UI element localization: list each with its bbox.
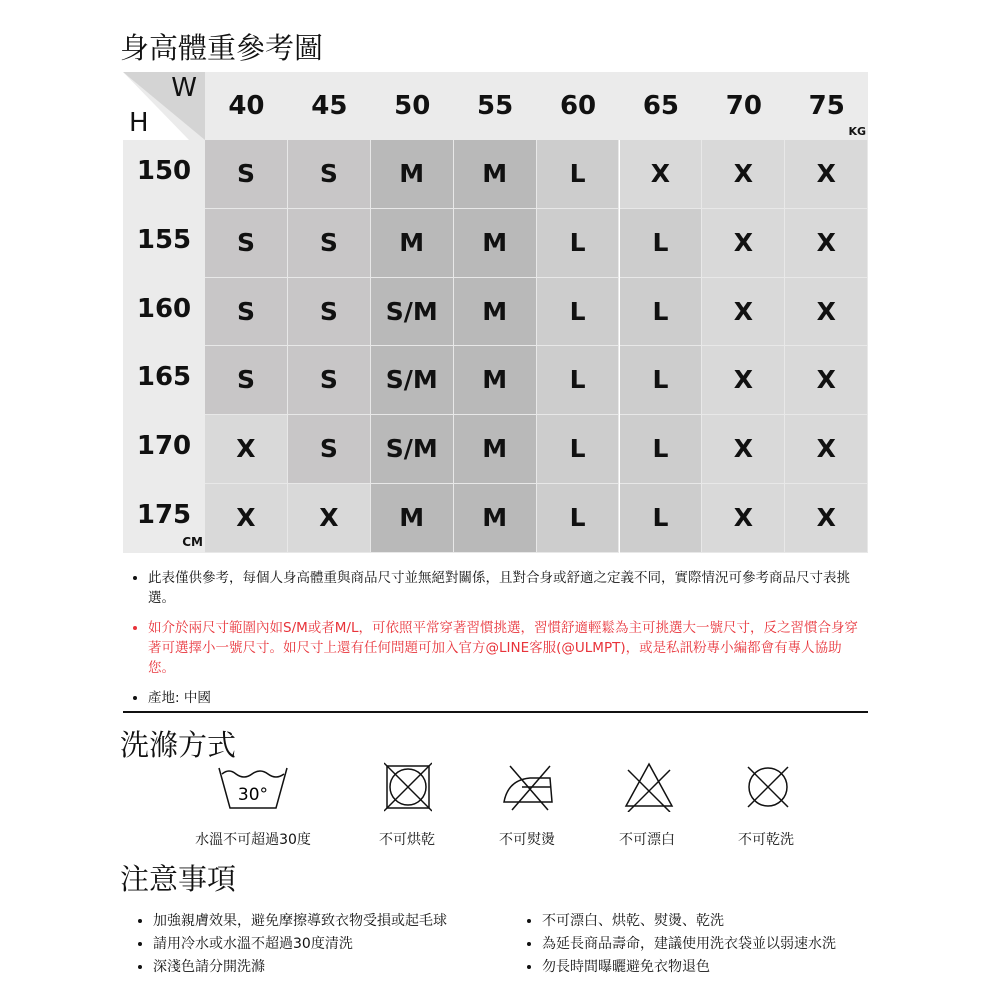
care-item: • 勿長時間曝曬避免衣物退色 — [542, 956, 836, 979]
height-label-175: 175 — [136, 500, 192, 530]
care-list-left — [133, 910, 447, 979]
no-iron-label: 不可熨燙 — [499, 832, 555, 848]
care-list-right — [522, 910, 836, 979]
size-cell: S/M — [371, 278, 454, 347]
weight-unit: KG — [848, 125, 866, 138]
weight-header-50: 50 — [394, 91, 431, 121]
height-label-165: 165 — [136, 362, 192, 393]
weight-axis-label: W — [171, 73, 197, 103]
size-cell: X — [620, 140, 703, 209]
size-cell: M — [454, 415, 537, 484]
size-cell: L — [620, 484, 703, 553]
size-cell: X — [205, 415, 288, 484]
size-cell: M — [454, 346, 537, 415]
height-label-155: 155 — [136, 224, 192, 255]
height-label-150: 150 — [136, 156, 192, 186]
size-chart-table — [123, 72, 868, 553]
care-heading: 注意事項 — [120, 862, 237, 896]
size-cell: S — [205, 278, 288, 347]
size-cell: X — [702, 278, 785, 347]
size-cell: X — [785, 278, 868, 347]
size-cell: S — [205, 346, 288, 415]
size-cell: X — [785, 346, 868, 415]
size-cell: S — [288, 278, 371, 347]
size-cell: X — [785, 415, 868, 484]
note-item-origin: • 產地: 中國 — [148, 688, 858, 708]
wash-temp: 30° — [237, 785, 269, 805]
weight-header-70: 70 — [725, 91, 762, 121]
weight-header-45: 45 — [311, 91, 348, 121]
no-tumble-dry-icon — [384, 762, 432, 812]
no-dry-clean-icon — [742, 762, 794, 812]
size-cell: M — [371, 209, 454, 278]
no-iron-icon — [500, 762, 558, 812]
wash-30-label: 水溫不可超過30度 — [195, 832, 311, 848]
size-cell: X — [785, 484, 868, 553]
weight-header-60: 60 — [559, 91, 597, 121]
weight-header-55: 55 — [477, 91, 514, 121]
no-dry-clean-label: 不可乾洗 — [738, 832, 794, 848]
care-item: • 深淺色請分開洗滌 — [153, 956, 447, 979]
size-cell: X — [702, 415, 785, 484]
no-tumble-dry-label: 不可烘乾 — [379, 832, 435, 848]
size-cell: M — [454, 484, 537, 553]
height-label-170: 170 — [136, 431, 192, 462]
size-cell: X — [702, 140, 785, 209]
size-cell: L — [537, 415, 620, 484]
weight-header-65: 65 — [642, 91, 680, 121]
height-column — [123, 140, 205, 553]
size-cell: X — [785, 140, 868, 209]
size-cell: X — [288, 484, 371, 553]
weight-header-40: 40 — [228, 91, 265, 121]
size-cell: S — [288, 140, 371, 209]
size-cell: X — [785, 209, 868, 278]
no-bleach-icon — [620, 762, 678, 812]
note-item: • 此表僅供參考，每個人身高體重與商品尺寸並無絕對關係，且對合身或舒適之定義不同，實際情況可參考商品尺寸表挑選。 — [148, 568, 858, 608]
size-cell: X — [702, 209, 785, 278]
size-cell: M — [371, 140, 454, 209]
size-cell: S/M — [371, 346, 454, 415]
size-cell: X — [205, 484, 288, 553]
size-cell: S/M — [371, 415, 454, 484]
size-cell: M — [371, 484, 454, 553]
size-cell: L — [620, 346, 703, 415]
washing-heading: 洗滌方式 — [120, 728, 237, 762]
weight-header-row — [205, 72, 868, 140]
height-label-160: 160 — [136, 293, 192, 324]
note-item-highlight: • 如介於兩尺寸範圍內如S/M或者M/L，可依照平常穿著習慣挑選，習慣舒適輕鬆為主可挑選大一號尺寸，反之習慣合身穿著可選擇小一號尺寸。如尺寸上還有任何問題可加入官方@LINE客服(@ULMPT)，或是私訊粉專小編都會有專人協助您。 — [148, 618, 858, 678]
no-bleach-label: 不可漂白 — [619, 832, 675, 848]
notes — [128, 568, 858, 718]
size-cell: L — [537, 209, 620, 278]
page-title: 身高體重參考圖 — [120, 31, 324, 65]
size-cell: S — [288, 415, 371, 484]
care-item: • 請用冷水或水溫不超過30度清洗 — [153, 933, 447, 956]
size-cell: M — [454, 209, 537, 278]
size-cell: X — [702, 346, 785, 415]
size-cell: L — [537, 346, 620, 415]
care-item: • 不可漂白、烘乾、熨燙、乾洗 — [542, 910, 836, 933]
size-cell: L — [620, 278, 703, 347]
size-cell: L — [620, 209, 703, 278]
height-unit: CM — [182, 535, 203, 549]
size-cell: L — [620, 415, 703, 484]
size-cell: S — [205, 209, 288, 278]
size-cell: S — [288, 346, 371, 415]
wash-30-icon — [216, 762, 290, 812]
weight-header-75: 75 — [808, 91, 845, 121]
size-cell: M — [454, 278, 537, 347]
size-cell: M — [454, 140, 537, 209]
size-cell: L — [537, 278, 620, 347]
size-cell: L — [537, 484, 620, 553]
size-cell: X — [702, 484, 785, 553]
size-cell: S — [205, 140, 288, 209]
care-item: • 為延長商品壽命，建議使用洗衣袋並以弱速水洗 — [542, 933, 836, 956]
table-corner — [123, 72, 205, 140]
height-axis-label: H — [129, 108, 149, 138]
size-cell: S — [288, 209, 371, 278]
care-item: • 加強親膚效果，避免摩擦導致衣物受損或起毛球 — [153, 910, 447, 933]
divider — [123, 711, 868, 713]
size-cell: L — [537, 140, 620, 209]
